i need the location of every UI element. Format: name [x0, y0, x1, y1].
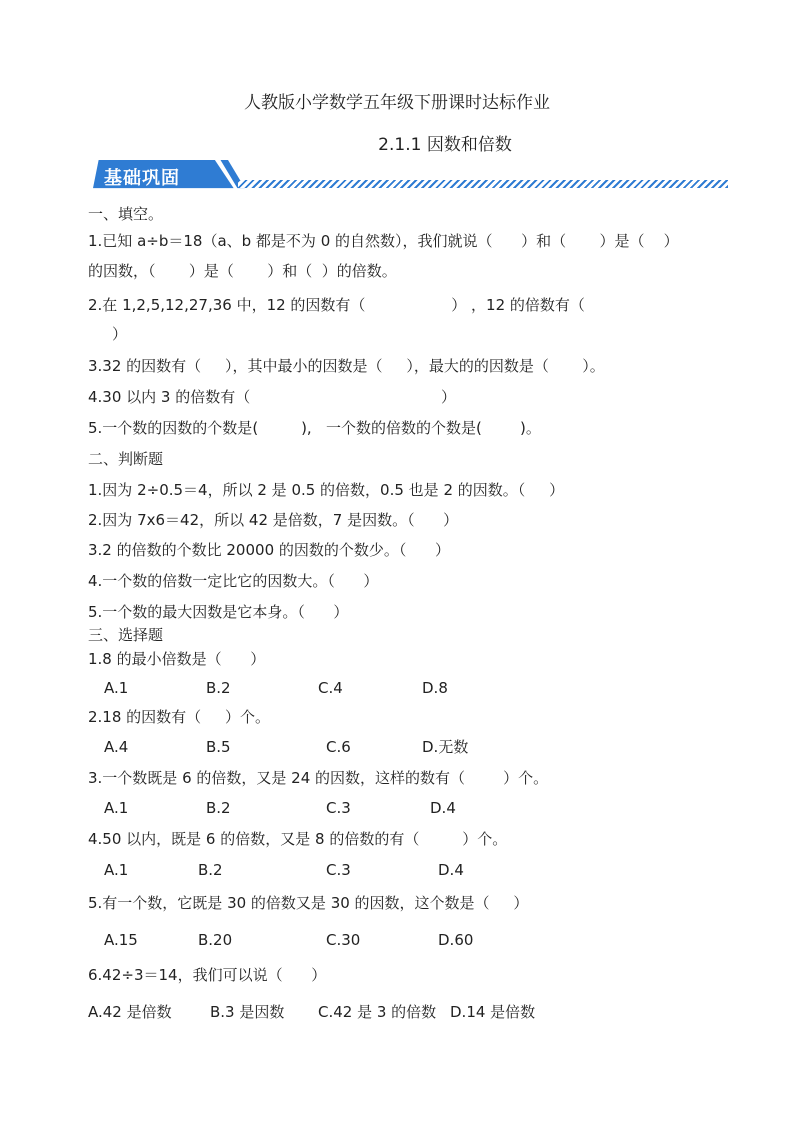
choice-5-option-b: B.20 [198, 931, 233, 949]
choice-5-option-c: C.30 [326, 931, 361, 949]
judge-question-1: 1.因为 2÷0.5＝4，所以 2 是 0.5 的倍数，0.5 也是 2 的因数。（ ） [88, 481, 565, 499]
judge-question-4: 4.一个数的倍数一定比它的因数大。（ ） [88, 572, 379, 590]
section-heading-judge: 二、判断题 [88, 450, 164, 468]
fill-question-4: 4.30 以内 3 的倍数有（ ） [88, 388, 456, 406]
judge-question-2: 2.因为 7x6＝42，所以 42 是倍数，7 是因数。（ ） [88, 511, 459, 529]
choice-question-1: 1.8 的最小倍数是（ ） [88, 650, 266, 668]
judge-question-3: 3.2 的倍数的个数比 20000 的因数的个数少。（ ） [88, 541, 450, 559]
section-heading-choice: 三、选择题 [88, 626, 164, 644]
choice-3-option-d: D.4 [430, 799, 456, 817]
choice-question-5: 5.有一个数，它既是 30 的倍数又是 30 的因数，这个数是（ ） [88, 894, 529, 912]
fill-question-1-cont: 的因数，（ ）是（ ）和（ ）的倍数。 [88, 262, 397, 280]
fill-question-2: 2.在 1,2,5,12,27,36 中，12 的因数有（ ） ，12 的倍数有（ [88, 296, 585, 314]
choice-2-option-c: C.6 [326, 738, 351, 756]
choice-1-option-c: C.4 [318, 679, 343, 697]
choice-2-option-d: D.无数 [422, 738, 469, 756]
choice-6-option-c: C.42 是 3 的倍数 [318, 1003, 437, 1021]
choice-6-option-d: D.14 是倍数 [450, 1003, 536, 1021]
choice-2-option-a: A.4 [104, 738, 129, 756]
choice-3-option-a: A.1 [104, 799, 129, 817]
choice-4-option-c: C.3 [326, 861, 351, 879]
fill-question-1: 1.已知 a÷b＝18（a、b 都是不为 0 的自然数），我们就说（ ）和（ ）是（ ） [88, 232, 679, 250]
section-banner [88, 160, 648, 194]
fill-question-3: 3.32 的因数有（ ），其中最小的因数是（ ），最大的的因数是（ ）。 [88, 357, 605, 375]
fill-question-5: 5.一个数的因数的个数是( ), 一个数的倍数的个数是( )。 [88, 419, 541, 437]
choice-6-option-b: B.3 是因数 [210, 1003, 285, 1021]
page-subtitle: 2.1.1 因数和倍数 [378, 135, 512, 155]
banner-stripe [238, 180, 728, 188]
choice-4-option-a: A.1 [104, 861, 129, 879]
choice-6-option-a: A.42 是倍数 [88, 1003, 172, 1021]
choice-question-3: 3.一个数既是 6 的倍数，又是 24 的因数，这样的数有（ ）个。 [88, 769, 549, 787]
choice-question-2: 2.18 的因数有（ ）个。 [88, 708, 271, 726]
page-title: 人教版小学数学五年级下册课时达标作业 [244, 93, 550, 113]
choice-question-4: 4.50 以内，既是 6 的倍数，又是 8 的倍数的有（ ）个。 [88, 830, 508, 848]
judge-question-5: 5.一个数的最大因数是它本身。（ ） [88, 603, 349, 621]
choice-3-option-c: C.3 [326, 799, 351, 817]
choice-4-option-d: D.4 [438, 861, 464, 879]
fill-question-2-cont: ） [112, 325, 128, 343]
choice-2-option-b: B.5 [206, 738, 231, 756]
choice-1-option-b: B.2 [206, 679, 231, 697]
choice-1-option-d: D.8 [422, 679, 448, 697]
choice-3-option-b: B.2 [206, 799, 231, 817]
choice-5-option-d: D.60 [438, 931, 474, 949]
choice-question-6: 6.42÷3＝14，我们可以说（ ） [88, 966, 327, 984]
section-heading-fill: 一、填空。 [88, 205, 164, 223]
choice-5-option-a: A.15 [104, 931, 138, 949]
choice-1-option-a: A.1 [104, 679, 129, 697]
choice-4-option-b: B.2 [198, 861, 223, 879]
banner-label: 基础巩固 [104, 168, 180, 189]
